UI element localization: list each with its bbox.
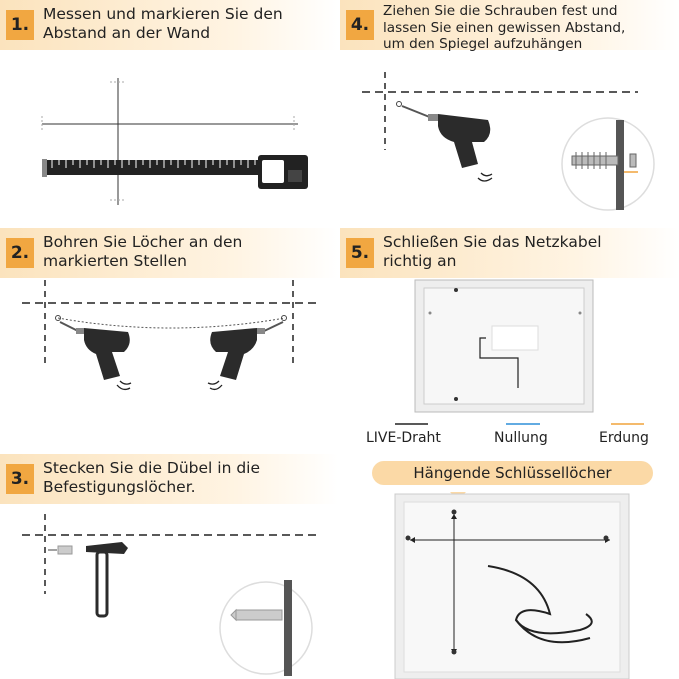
step-2-text: Bohren Sie Löcher an den markierten Stellen	[43, 233, 243, 270]
keyhole-panel	[340, 454, 679, 679]
step-4-badge: 4.	[346, 10, 374, 40]
wiring-illustration	[340, 228, 679, 452]
tape-blade	[44, 160, 262, 175]
step-3-panel	[0, 454, 338, 679]
drill-left-icon	[60, 322, 130, 380]
keyhole-title: Hängende Schlüssellöcher	[372, 461, 653, 485]
step-5-text: Schließen Sie das Netzkabel richtig an	[383, 233, 602, 270]
step-4-text: Ziehen Sie die Schrauben fest und lassen Sie einen gewissen Abstand, um den Spiegel aufzuhängen	[383, 3, 626, 52]
step-2-panel	[0, 228, 338, 452]
drill-screw-icon	[428, 114, 490, 168]
step-3-text: Stecken Sie die Dübel in die Befestigungslöcher.	[43, 459, 261, 496]
drill-right-icon	[210, 322, 283, 380]
dowel-zoom-circle	[220, 582, 312, 674]
step-1-panel	[0, 0, 338, 226]
dowel-illustration	[0, 454, 338, 679]
step-4-panel	[340, 0, 679, 226]
step-2-badge: 2.	[6, 238, 34, 268]
step-1-badge: 1.	[6, 10, 34, 40]
neutral-wire-label: Nullung	[494, 430, 548, 446]
measure-illustration	[0, 0, 338, 226]
step-3-badge: 3.	[6, 464, 34, 494]
ground-wire-label: Erdung	[599, 430, 649, 446]
keyhole-illustration	[340, 454, 679, 679]
hammer-icon	[86, 542, 128, 616]
step-5-badge: 5.	[346, 238, 374, 268]
live-wire-label: LIVE-Draht	[366, 430, 441, 446]
drilling-illustration	[0, 228, 338, 452]
screw-illustration	[340, 0, 679, 226]
step-5-panel	[340, 228, 679, 452]
step-1-text: Messen und markieren Sie den Abstand an der Wand	[43, 5, 283, 42]
